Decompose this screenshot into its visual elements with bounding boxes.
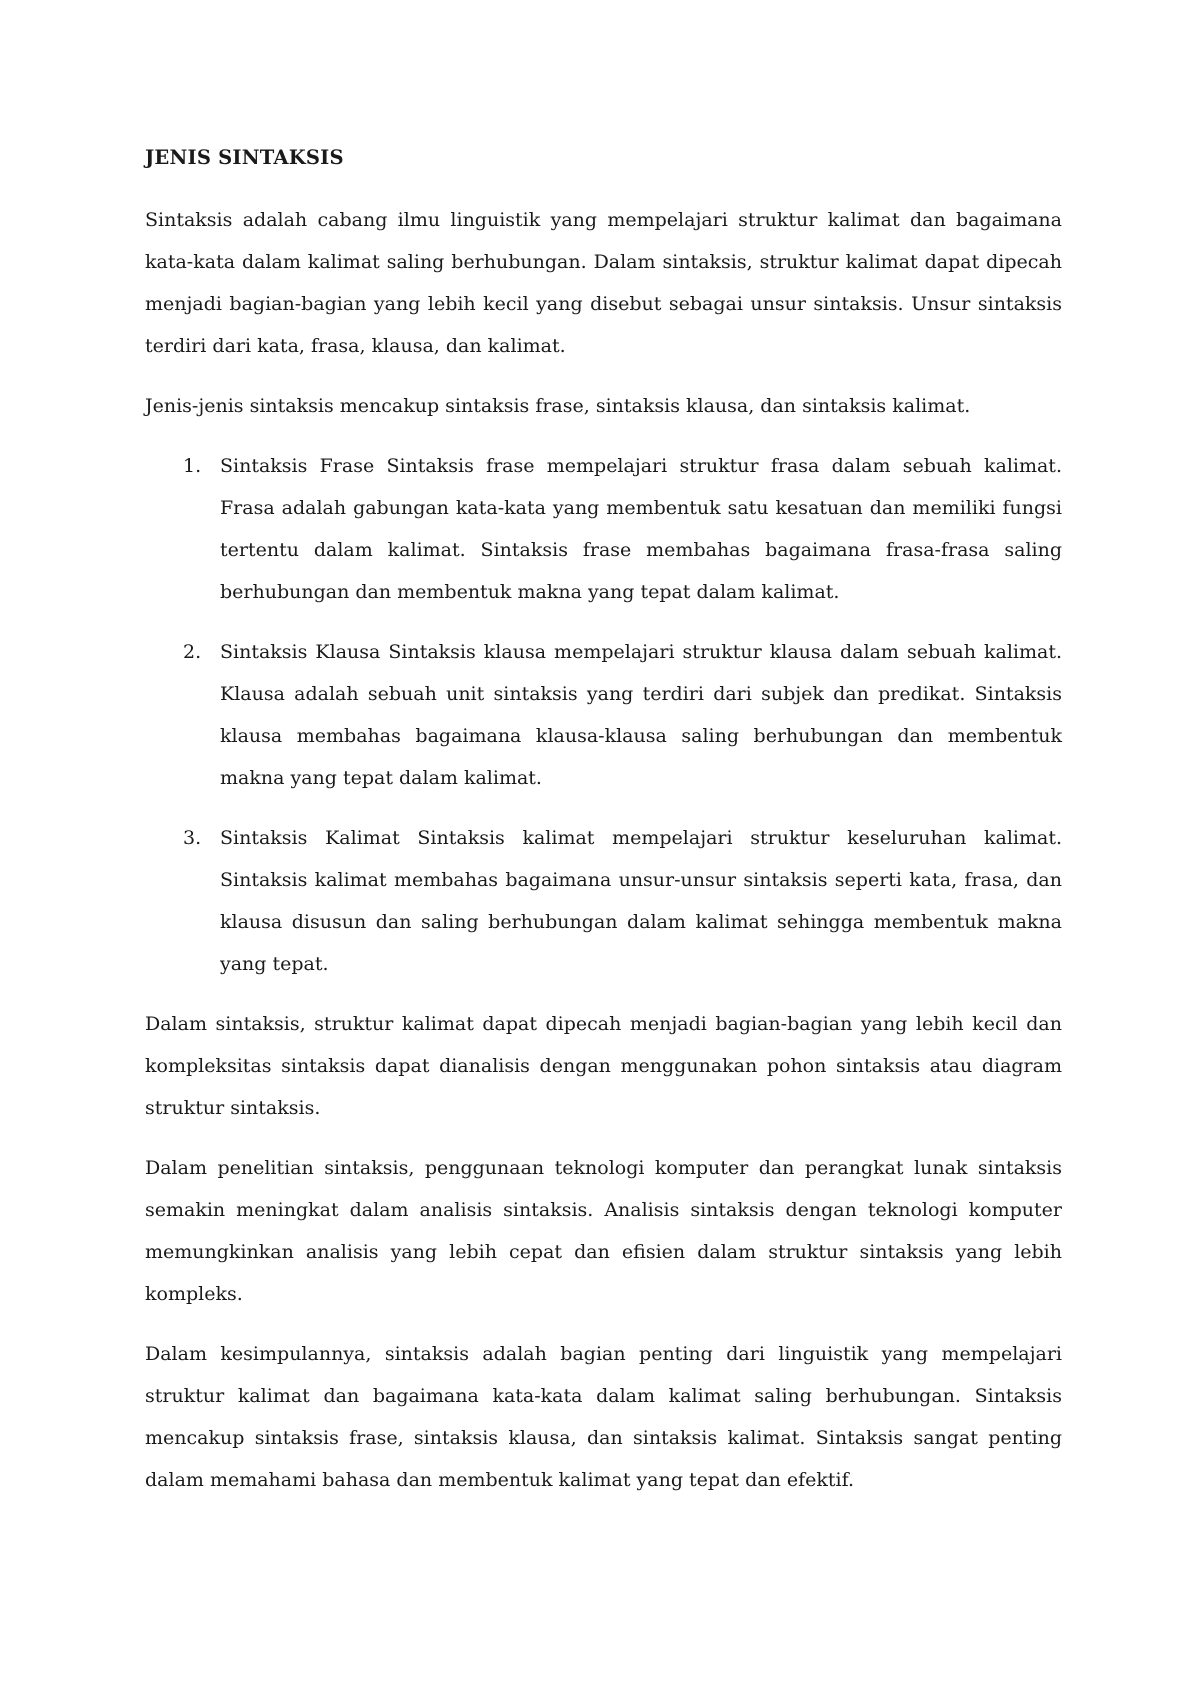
list-item-number: 2. xyxy=(183,641,202,663)
technology-paragraph: Dalam penelitian sintaksis, penggunaan teknologi komputer dan perangkat lunak sintaksis semakin meningkat dalam analisis sintaksis. Analisis sintaksis dengan teknologi komputer memungkinkan analisis yang lebih cepat dan efisien dalam struktur sintaksis yang lebih kompleks. xyxy=(145,1157,1062,1305)
list-item xyxy=(145,631,1062,799)
intro-paragraph: Sintaksis adalah cabang ilmu linguistik yang mempelajari struktur kalimat dan bagaimana kata-kata dalam kalimat saling berhubungan. Dalam sintaksis, struktur kalimat dapat dipecah menjadi bagian-bagian yang lebih kecil yang disebut sebagai unsur sintaksis. Unsur sintaksis terdiri dari kata, frasa, klausa, dan kalimat. xyxy=(145,209,1062,357)
types-summary-paragraph: Jenis-jenis sintaksis mencakup sintaksis frase, sintaksis klausa, dan sintaksis kalimat. xyxy=(145,395,971,417)
list-item xyxy=(145,445,1062,613)
syntax-types-list xyxy=(145,445,1062,985)
list-item-number: 1. xyxy=(183,455,202,477)
list-item xyxy=(145,817,1062,985)
list-item-text: Sintaksis Klausa Sintaksis klausa mempelajari struktur klausa dalam sebuah kalimat. Klausa adalah sebuah unit sintaksis yang terdiri dari subjek dan predikat. Sintaksis klausa membahas bagaimana klausa-klausa saling berhubungan dan membentuk makna yang tepat dalam kalimat. xyxy=(220,641,1062,789)
document-body xyxy=(145,146,1062,1519)
conclusion-paragraph: Dalam kesimpulannya, sintaksis adalah bagian penting dari linguistik yang mempelajari struktur kalimat dan bagaimana kata-kata dalam kalimat saling berhubungan. Sintaksis mencakup sintaksis frase, sintaksis klausa, dan sintaksis kalimat. Sintaksis sangat penting dalam memahami bahasa dan membentuk kalimat yang tepat dan efektif. xyxy=(145,1343,1062,1491)
analysis-paragraph: Dalam sintaksis, struktur kalimat dapat dipecah menjadi bagian-bagian yang lebih kecil dan kompleksitas sintaksis dapat dianalisis dengan menggunakan pohon sintaksis atau diagram struktur sintaksis. xyxy=(145,1013,1062,1119)
document-title: JENIS SINTAKSIS xyxy=(145,146,344,169)
list-item-text: Sintaksis Frase Sintaksis frase mempelajari struktur frasa dalam sebuah kalimat. Frasa adalah gabungan kata-kata yang membentuk satu kesatuan dan memiliki fungsi tertentu dalam kalimat. Sintaksis frase membahas bagaimana frasa-frasa saling berhubungan dan membentuk makna yang tepat dalam kalimat. xyxy=(220,455,1062,603)
list-item-text: Sintaksis Kalimat Sintaksis kalimat mempelajari struktur keseluruhan kalimat. Sintaksis kalimat membahas bagaimana unsur-unsur sintaksis seperti kata, frasa, dan klausa disusun dan saling berhubungan dalam kalimat sehingga membentuk makna yang tepat. xyxy=(220,827,1062,975)
list-item-number: 3. xyxy=(183,827,202,849)
